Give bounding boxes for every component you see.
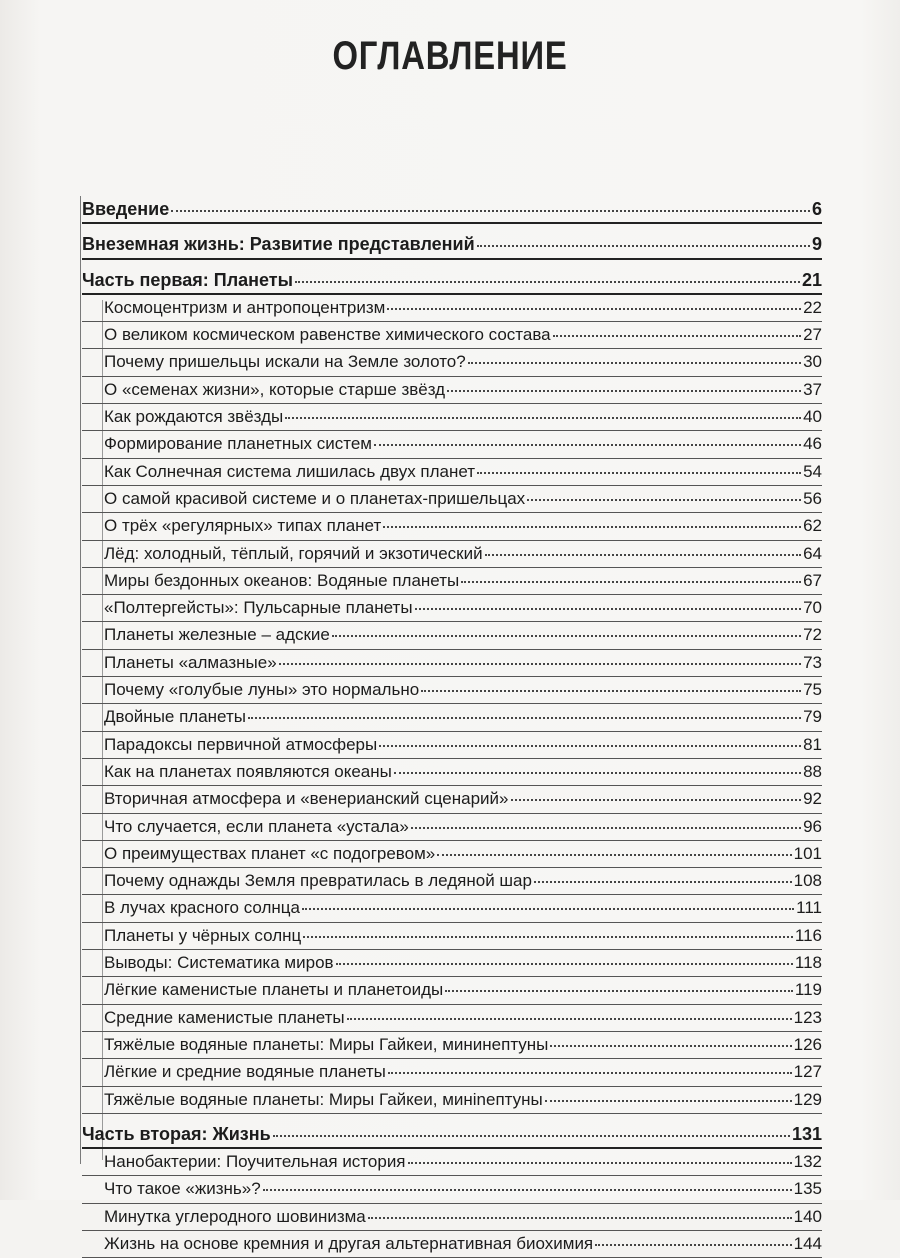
toc-entry — [82, 513, 822, 540]
toc-entry — [82, 977, 822, 1004]
toc-entry — [82, 595, 822, 622]
toc-entry-page: 119 — [794, 980, 822, 1000]
toc-entry — [82, 1032, 822, 1059]
dot-leader — [527, 499, 801, 501]
toc-section — [82, 267, 822, 295]
dot-leader — [421, 690, 801, 692]
toc-entry-title: Лёд: холодный, тёплый, горячий и экзотический — [104, 543, 483, 563]
toc-entry-page: 127 — [793, 1062, 822, 1082]
toc-entry — [82, 1204, 822, 1231]
toc-entry-page: 92 — [803, 789, 822, 809]
toc-entry — [82, 677, 822, 704]
toc-entry-page: 129 — [793, 1089, 822, 1109]
toc-entry-title: Введение — [82, 199, 170, 219]
toc-entry-page: 144 — [793, 1233, 822, 1253]
dot-leader — [534, 881, 792, 883]
toc-entry-title: Почему «голубые луны» это нормально — [104, 680, 420, 700]
dot-leader — [545, 1100, 792, 1102]
toc-entry — [82, 349, 822, 376]
toc-section — [82, 1121, 822, 1149]
toc-entry — [82, 841, 822, 868]
toc-entry — [82, 650, 822, 677]
toc-entry — [82, 704, 822, 731]
dot-leader — [171, 210, 810, 212]
toc-entry-title: Почему однажды Земля превратилась в ледяной шар — [104, 871, 532, 891]
toc-entry-page: 126 — [793, 1034, 822, 1054]
toc-entry-page: 73 — [803, 652, 822, 672]
left-rule — [80, 196, 81, 1164]
toc-entry — [82, 377, 822, 404]
toc-entry — [82, 295, 822, 322]
toc-entry-title: Лёгкие каменистые планеты и планетоиды — [104, 980, 444, 1000]
toc-entry-page: 40 — [803, 407, 822, 427]
dot-leader — [273, 1135, 790, 1137]
dot-leader — [553, 335, 801, 337]
toc-entry-title: Миры бездонных океанов: Водяные планеты — [104, 570, 460, 590]
toc-entry — [82, 923, 822, 950]
dot-leader — [394, 772, 801, 774]
toc-entry-page: 27 — [803, 325, 822, 345]
dot-leader — [383, 526, 801, 528]
toc-entry-title: Формирование планетных систем — [104, 434, 372, 454]
toc-entry-title: Тяжёлые водяные планеты: Миры Гайкеи, мининептуны — [104, 1034, 549, 1054]
dot-leader — [387, 308, 801, 310]
toc-entry — [82, 322, 822, 349]
toc-entry-page: 101 — [793, 843, 822, 863]
toc-entry-title: О преимуществах планет «с подогревом» — [104, 843, 436, 863]
toc-entry-page: 116 — [794, 925, 822, 945]
toc-entry-title: Тяжёлые водяные планеты: Миры Гайкеи, минineптуны — [104, 1089, 543, 1109]
toc-entry-title: О «семенах жизни», которые старше звёзд — [104, 379, 446, 399]
toc-entry-title: Двойные планеты — [104, 707, 246, 727]
toc-entry-page: 111 — [796, 898, 822, 918]
toc-entry-title: О самой красивой системе и о планетах-пришельцах — [104, 488, 526, 508]
toc-entry-title: Планеты «алмазные» — [104, 652, 277, 672]
toc-entry-page: 96 — [803, 816, 822, 836]
toc-entry-page: 81 — [803, 734, 822, 754]
dot-leader — [411, 827, 801, 829]
toc-entry-page: 54 — [803, 461, 822, 481]
dot-leader — [468, 362, 801, 364]
dot-leader — [285, 417, 801, 419]
toc-entry — [82, 814, 822, 841]
toc-entry — [82, 732, 822, 759]
toc-entry-page: 140 — [793, 1206, 822, 1226]
dot-leader — [248, 717, 801, 719]
toc-entry-title: Минутка углеродного шовинизма — [104, 1206, 366, 1226]
toc-entry — [82, 459, 822, 486]
toc-entry-title: О трёх «регулярных» типах планет — [104, 516, 382, 536]
toc-entry-title: Лёгкие и средние водяные планеты — [104, 1062, 386, 1082]
dot-leader — [415, 608, 802, 610]
toc-entry — [82, 541, 822, 568]
toc-entry — [82, 404, 822, 431]
dot-leader — [477, 472, 801, 474]
toc-entry-title: Часть вторая: Жизнь — [82, 1123, 271, 1144]
dot-leader — [388, 1072, 792, 1074]
toc-entry — [82, 1087, 822, 1114]
toc-entry-page: 56 — [803, 488, 822, 508]
toc-entry-title: Вторичная атмосфера и «венерианский сценарий» — [104, 789, 509, 809]
dot-leader — [447, 390, 801, 392]
toc-entry-page: 79 — [803, 707, 822, 727]
dot-leader — [511, 799, 802, 801]
toc-entry-page: 75 — [803, 680, 822, 700]
dot-leader — [461, 581, 801, 583]
dot-leader — [295, 281, 800, 283]
toc-entry-title: Планеты железные – адские — [104, 625, 330, 645]
toc-entry-page: 64 — [803, 543, 822, 563]
toc-entry-title: Внеземная жизнь: Развитие представлений — [82, 234, 475, 255]
toc-entry-page: 46 — [803, 434, 822, 454]
dot-leader — [595, 1244, 791, 1246]
dot-leader — [303, 936, 793, 938]
toc-entry — [82, 895, 822, 922]
toc-entry-page: 108 — [793, 871, 822, 891]
toc-entry-page: 131 — [791, 1123, 822, 1144]
dot-leader — [408, 1162, 792, 1164]
toc-entry-title: Жизнь на основе кремния и другая альтернативная биохимия — [104, 1233, 594, 1253]
toc-entry — [82, 486, 822, 513]
toc-entry-page: 37 — [803, 379, 822, 399]
toc-entry — [82, 786, 822, 813]
table-of-contents — [82, 196, 822, 1258]
toc-entry-page: 9 — [811, 234, 822, 255]
toc-entry-title: Как на планетах появляются океаны — [104, 761, 392, 781]
dot-leader — [279, 663, 801, 665]
dot-leader — [347, 1018, 792, 1020]
toc-entry-title: Что случается, если планета «устала» — [104, 816, 409, 836]
dot-leader — [368, 1217, 792, 1219]
toc-entry — [82, 1149, 822, 1176]
toc-entry-title: Нанобактерии: Поучительная история — [104, 1152, 406, 1172]
toc-entry-title: Как Солнечная система лишилась двух планет — [104, 461, 476, 481]
dot-leader — [263, 1189, 792, 1191]
toc-entry-page: 88 — [803, 761, 822, 781]
toc-entry-title: Средние каменистые планеты — [104, 1007, 345, 1027]
toc-entry — [82, 1231, 822, 1258]
toc-entry-title: Часть первая: Планеты — [82, 269, 293, 290]
toc-entry — [82, 759, 822, 786]
toc-entry — [82, 1059, 822, 1086]
toc-entry-title: Космоцентризм и антропоцентризм — [104, 297, 386, 317]
toc-entry-page: 123 — [793, 1007, 822, 1027]
toc-entry — [82, 868, 822, 895]
toc-entry-title: Как рождаются звёзды — [104, 407, 284, 427]
toc-entry-title: Что такое «жизнь»? — [104, 1179, 261, 1199]
dot-leader — [445, 990, 793, 992]
dot-leader — [550, 1045, 791, 1047]
toc-entry-title: Выводы: Систематика миров — [104, 953, 334, 973]
toc-entry — [82, 431, 822, 458]
dot-leader — [302, 908, 794, 910]
toc-entry — [82, 1005, 822, 1032]
toc-entry-page: 21 — [801, 269, 822, 290]
toc-entry-title: О великом космическом равенстве химического состава — [104, 325, 551, 345]
toc-entry — [82, 568, 822, 595]
dot-leader — [336, 963, 793, 965]
toc-entry-page: 132 — [793, 1152, 822, 1172]
dot-leader — [485, 554, 801, 556]
dot-leader — [477, 245, 810, 247]
toc-entry-page: 135 — [793, 1179, 822, 1199]
dot-leader — [374, 444, 801, 446]
toc-section — [82, 196, 822, 224]
dot-leader — [332, 635, 801, 637]
toc-entry-page: 118 — [794, 953, 822, 973]
toc-entry-title: «Полтергейсты»: Пульсарные планеты — [104, 598, 413, 618]
toc-entry-page: 67 — [803, 570, 822, 590]
dot-leader — [437, 854, 791, 856]
toc-entry — [82, 622, 822, 649]
toc-entry-page: 72 — [803, 625, 822, 645]
toc-entry-title: В лучах красного солнца — [104, 898, 300, 918]
dot-leader — [379, 745, 801, 747]
toc-entry-page: 30 — [803, 352, 822, 372]
toc-entry-page: 6 — [811, 199, 822, 219]
toc-entry-title: Почему пришельцы искали на Земле золото? — [104, 352, 466, 372]
toc-entry-title: Планеты у чёрных солнц — [104, 925, 302, 945]
page-title: ОГЛАВЛЕНИЕ — [332, 34, 568, 78]
toc-section — [82, 231, 822, 259]
toc-entry-title: Парадоксы первичной атмосферы — [104, 734, 378, 754]
toc-entry — [82, 950, 822, 977]
toc-entry-page: 62 — [803, 516, 822, 536]
toc-entry-page: 22 — [803, 297, 822, 317]
toc-entry-page: 70 — [803, 598, 822, 618]
